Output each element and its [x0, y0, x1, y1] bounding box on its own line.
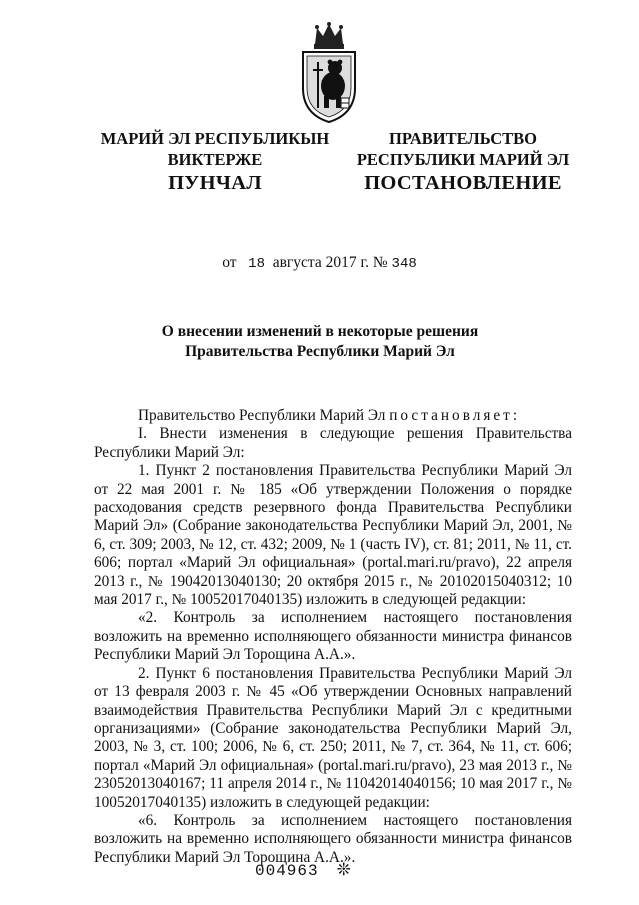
number-label: № — [372, 254, 388, 271]
document-body — [94, 407, 572, 867]
date-month-year: августа 2017 г. — [272, 254, 369, 271]
document-kind-mari: ПУНЧАЛ — [168, 172, 262, 194]
paragraph: «2. Контроль за исполнением настоящего постановления возложить на временно исполняющего обязанности министра финансов Республики Марий Эл Торощина А.А.». — [94, 609, 572, 664]
intro-verb: постановляет: — [389, 407, 521, 424]
paragraph: I. Внести изменения в следующие решения Правительства Республики Марий Эл: — [94, 425, 572, 461]
asterism-icon: ❊ — [336, 860, 352, 880]
paragraph: 2. Пункт 6 постановления Правительства Республики Марий Эл от 13 февраля 2003 г. № 45 «Об утверждении Основных направлений взаимодействия Правительства Республики Марий Эл с кредитными организациями» (Собрание законодательства Республики Марий Эл, 2003, № 3, ст. 100; 2006, № 6, ст. 250; 2011, № 7, ст. 364, № 11, ст. 606; портал «Марий Эл официальная» (portal.mari.ru/pravo), 23 мая 2013 г., № 23052013040167; 11 апреля 2014 г., № 11042014040156; 10 мая 2017 г., № 10052017040135) изложить в следующей редакции: — [94, 664, 572, 811]
header-left-line: ВИКТЕРЖЕ — [167, 150, 263, 169]
date-day: 18 — [248, 256, 265, 272]
intro-subject: Правительство Республики Марий Эл — [138, 407, 386, 424]
title-line: О внесении изменений в некоторые решения — [161, 323, 479, 340]
document-title — [100, 322, 540, 362]
intro-paragraph — [94, 407, 572, 425]
document-kind-russian: ПОСТАНОВЛЕНИЕ — [364, 172, 562, 194]
paragraph: «6. Контроль за исполнением настоящего постановления возложить на временно исполняющего обязанности министра финансов Республики Марий Эл Торощина А.А.». — [94, 811, 572, 866]
serial-number: 004963 — [255, 862, 319, 880]
date-prefix: от — [222, 254, 237, 271]
header-right — [318, 128, 608, 170]
coat-of-arms-icon — [297, 22, 361, 126]
title-line: Правительства Республики Марий Эл — [185, 343, 455, 360]
date-number-line — [0, 254, 639, 272]
header-left — [70, 128, 360, 170]
paragraph: 1. Пункт 2 постановления Правительства Республики Марий Эл от 22 мая 2001 г. № 185 «Об утверждении Положения о порядке расходования средств резервного фонда Правительства Республики Марий Эл» (Собрание законодательства Республики Марий Эл, 2001, № 6, ст. 309; 2003, № 12, ст. 432; 2009, № 1 (часть IV), ст. 81; 2011, № 11, ст. 606; портал «Марий Эл официальная» (portal.mari.ru/pravo), 22 апреля 2013 г., № 19042013040130; 20 октября 2015 г., № 20102015040312; 10 мая 2017 г., № 10052017040135) изложить в следующей редакции: — [94, 462, 572, 609]
header-left-line: МАРИЙ ЭЛ РЕСПУБЛИКЫН — [100, 129, 330, 148]
document-number: 348 — [391, 256, 417, 272]
footer-serial — [255, 860, 352, 880]
header-right-line: ПРАВИТЕЛЬСТВО — [389, 129, 537, 148]
header-right-line: РЕСПУБЛИКИ МАРИЙ ЭЛ — [356, 150, 570, 169]
